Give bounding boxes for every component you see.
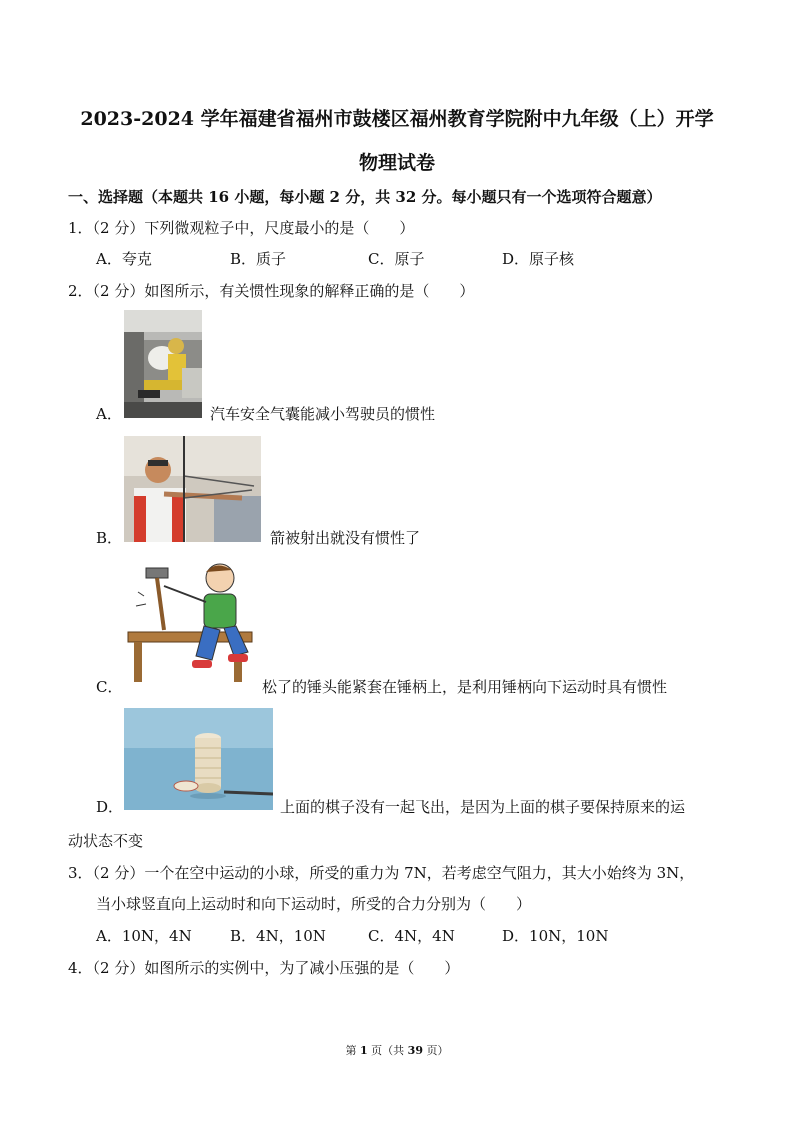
title-line-1: 2023-2024 学年福建省福州市鼓楼区福州教育学院附中九年级（上）开学 bbox=[80, 108, 714, 130]
q2-option-d-text: 上面的棋子没有一起飞出，是因为上面的棋子要保持原来的运 bbox=[280, 798, 686, 816]
chess-pieces-stack-photo bbox=[124, 708, 273, 810]
q4-stem: 4．（2 分）如图所示的实例中，为了减小压强的是（ ） bbox=[68, 959, 460, 977]
page-footer bbox=[0, 1042, 794, 1058]
q1-option-b: B．质子 bbox=[230, 250, 287, 268]
q1-option-a: A．夸克 bbox=[96, 250, 152, 268]
q2-option-d-label: D． bbox=[96, 798, 124, 816]
q2-stem: 2．（2 分）如图所示，有关惯性现象的解释正确的是（ ） bbox=[68, 282, 475, 300]
archer-photo bbox=[124, 436, 261, 542]
q2-option-c-text: 松了的锤头能紧套在锤柄上，是利用锤柄向下运动时具有惯性 bbox=[262, 678, 668, 696]
q2-option-b-text: 箭被射出就没有惯性了 bbox=[270, 529, 421, 547]
q1-option-d: D．原子核 bbox=[502, 250, 575, 268]
q2-option-b-label: B． bbox=[96, 529, 123, 547]
q3-option-a: A．10N，4N bbox=[96, 927, 192, 945]
q2-option-d-text-continued: 动状态不变 bbox=[68, 832, 144, 850]
q3-stem: 3．（2 分）一个在空中运动的小球，所受的重力为 7N，若考虑空气阻力，其大小始终为 3N， bbox=[68, 864, 695, 882]
footer-suffix: 页） bbox=[422, 1044, 449, 1057]
q3-stem-line-2: 当小球竖直向上运动时和向下运动时，所受的合力分别为（ ） bbox=[96, 895, 532, 913]
q2-option-a-label: A． bbox=[96, 405, 122, 423]
title-line-2: 物理试卷 bbox=[358, 152, 435, 174]
q2-option-a-text: 汽车安全气囊能减小驾驶员的惯性 bbox=[210, 405, 436, 423]
q3-option-c: C．4N，4N bbox=[368, 927, 455, 945]
footer-prefix: 第 bbox=[345, 1044, 361, 1057]
hammer-on-bench-illustration bbox=[124, 556, 254, 688]
q3-option-b: B．4N，10N bbox=[230, 927, 326, 945]
page-number: 1 bbox=[360, 1044, 368, 1057]
section-heading: 一、选择题（本题共 16 小题，每小题 2 分，共 32 分。每小题只有一个选项符合题意） bbox=[68, 188, 662, 206]
airbag-crash-test-photo bbox=[124, 310, 202, 418]
q2-option-c-label: C． bbox=[96, 678, 123, 696]
q3-option-d: D．10N，10N bbox=[502, 927, 609, 945]
total-pages: 39 bbox=[407, 1044, 423, 1057]
footer-middle: 页（共 bbox=[367, 1044, 408, 1057]
q1-option-c: C．原子 bbox=[368, 250, 425, 268]
q1-stem: 1．（2 分）下列微观粒子中，尺度最小的是（ ） bbox=[68, 219, 415, 237]
